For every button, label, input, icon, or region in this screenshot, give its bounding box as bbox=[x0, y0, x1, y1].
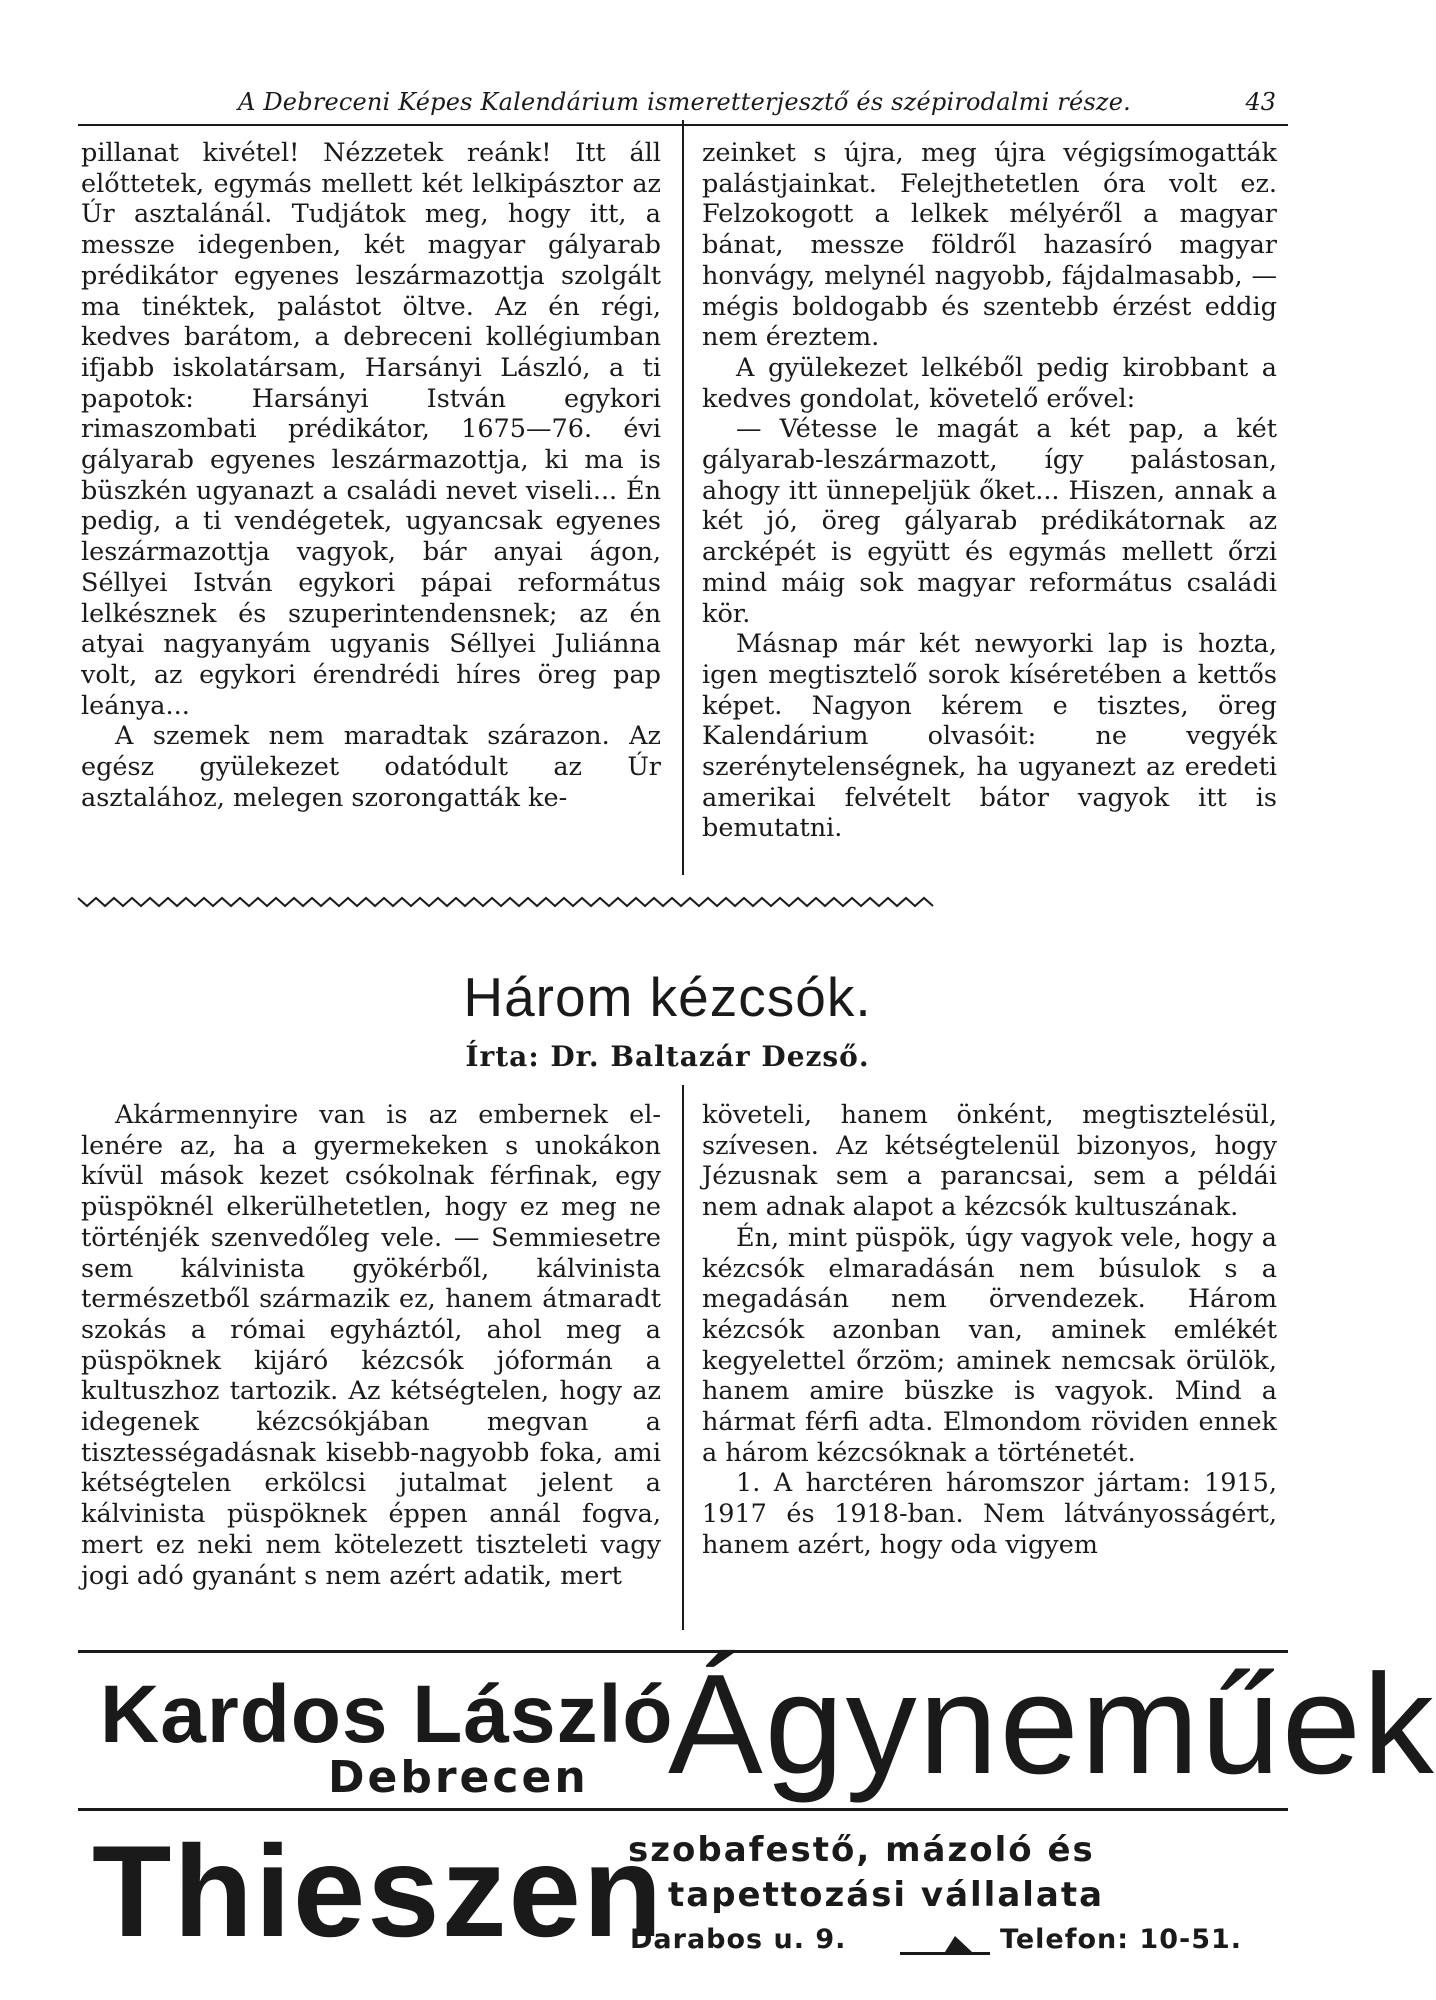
ad-merchant-city: Debrecen bbox=[328, 1752, 589, 1803]
article-right-column bbox=[702, 1100, 1277, 1561]
paragraph: zeinket s újra, meg újra végigsímogatták palástjainkat. Felejthetetlen óra volt ez. Felzokogott a lelkek mélyéről a magyar bánat, messze földről hazasíró magyar honvágy, melynél nagyobb, fájdalmasabb, — mégis boldogabb és szentebb érzést eddig nem éreztem. bbox=[702, 138, 1277, 353]
paragraph: A gyülekezet lelkéből pedig kirobbant a kedves gondolat, követelő erővel: bbox=[702, 352, 1277, 414]
paragraph: pillanat kivétel! Nézzetek reánk! Itt áll előttetek, egymás mellett két lelkipásztor az Úr asztalánál. Tudjátok meg, hogy itt, a messze idegenben, két magyar gályarab prédikátor egyenes leszármazottja szolgált ma tinéktek, palástot öltve. Az én régi, kedves barátom, a debreceni kollégiumban ifjabb iskolatársam, Harsányi László, a ti papotok: Harsányi István egykori rimaszombati prédikátor, 1675—76. évi gályarab egyenes leszármazottja, ki ma is büszkén ugyanazt a családi nevet viseli... Én pedig, a ti vendégetek, ugyancsak egyenes leszármazottja vagyok, bár anyai ágon, Séllyei István egykori pápai református lelkésznek és szuperintendensnek; az én atyai nagyanyám ugyanis Séllyei Juliánna volt, az egykori érendrédi híres öreg pap leánya... bbox=[81, 138, 661, 721]
article-title: Három kézcsók. bbox=[463, 966, 872, 1028]
paragraph: 1. A harctéren háromszor jártam: 1915, 1917 és 1918-ban. Nem látványosságért, hanem azért, hogy oda vigyem bbox=[702, 1468, 1277, 1560]
column-divider bbox=[682, 1085, 684, 1630]
paragraph: — Vétesse le magát a két pap, a két gályarab-leszármazott, így palástosan, ahogy itt ünnepeljük őket... Hiszen, annak a két jó, öreg gályarab prédikátornak az arcképét is együtt és egymás mellett őrzi mind máig sok magyar református családi kör. bbox=[702, 414, 1277, 629]
paragraph: A szemek nem maradtak szárazon. Az egész gyülekezet odatódult az Úr asztalához, melegen szorongatták ke- bbox=[81, 721, 661, 813]
page-number: 43 bbox=[1245, 88, 1276, 116]
arrow-icon bbox=[900, 1934, 990, 1956]
column-divider bbox=[682, 120, 684, 875]
paragraph: Másnap már két newyorki lap is hozta, igen megtisztelő sorok kíséretében a kettős képet. Nagyon kérem e tisztes, öreg Kalendárium olvasóit: ne vegyék szerénytelenségnek, ha ugyanezt az eredeti amerikai felvételt bátor vagyok itt is bemutatni. bbox=[702, 629, 1277, 844]
ad2-phone: Telefon: 10-51. bbox=[1000, 1924, 1243, 1955]
paragraph: követeli, hanem önként, megtisztelésül, szívesen. Az kétségtelenül bizonyos, hogy Jézusnak sem a parancsai, sem a példái nem adnak alapot a kézcsók kultuszának. bbox=[702, 1100, 1277, 1223]
article-left-column bbox=[81, 1100, 661, 1591]
ad-product-name: Ágyneműek bbox=[668, 1645, 1436, 1804]
ad2-address: Darabos u. 9. bbox=[630, 1924, 847, 1955]
ad-middle-rule bbox=[78, 1808, 1288, 1811]
paragraph: Akármennyire van is az embernek ellenére az, ha a gyermekeken s unokákon kívül mások kezet csókolnak férfinak, egy püspöknél elkerülhetetlen, hogy ez meg ne történjék szenvedőleg vele. — Semmiesetre sem kálvinista gyökérből, kálvinista természetből származik ez, hanem átmaradt szokás a római egyháztól, ahol meg a püspöknek kijáró kézcsók jóformán a kultuszhoz tartozik. Az kétségtelen, hogy az idegenek kézcsókjában megvan a tisztességadásnak kisebb-nagyobb foka, ami kétségtelen erkölcsi jutalmat jelent a kálvinista püspöknek éppen annál fogva, mert ez neki nem kötelezett tiszteleti vagy jogi adó gyanánt s nem azért adatik, mert bbox=[81, 1100, 661, 1591]
ad2-company-name: Thieszen bbox=[92, 1818, 665, 1964]
ad2-service-line-2: tapettozási vállalata bbox=[668, 1875, 1105, 1915]
article-author: Írta: Dr. Baltazár Dezső. bbox=[465, 1040, 870, 1073]
paragraph: Én, mint püspök, úgy vagyok vele, hogy a kézcsók elmaradásán nem búsulok s a megadásán nem örvendezek. Három kézcsók azonban van, aminek emlékét kegyelettel őrzöm; aminek nemcsak örülök, hanem amire büszke is vagyok. Mind a hármat férfi adta. Elmondom röviden ennek a három kézcsóknak a történetét. bbox=[702, 1222, 1277, 1468]
wavy-separator bbox=[78, 890, 1288, 914]
prev-article-left-column bbox=[81, 138, 661, 813]
prev-article-right-column bbox=[702, 138, 1277, 844]
ad2-service-line-1: szobafestő, mázoló és bbox=[628, 1830, 1095, 1870]
running-header-title: A Debreceni Képes Kalendárium ismeretterjesztő és szépirodalmi része. bbox=[238, 88, 1131, 116]
ad-merchant-name: Kardos László bbox=[100, 1669, 674, 1760]
